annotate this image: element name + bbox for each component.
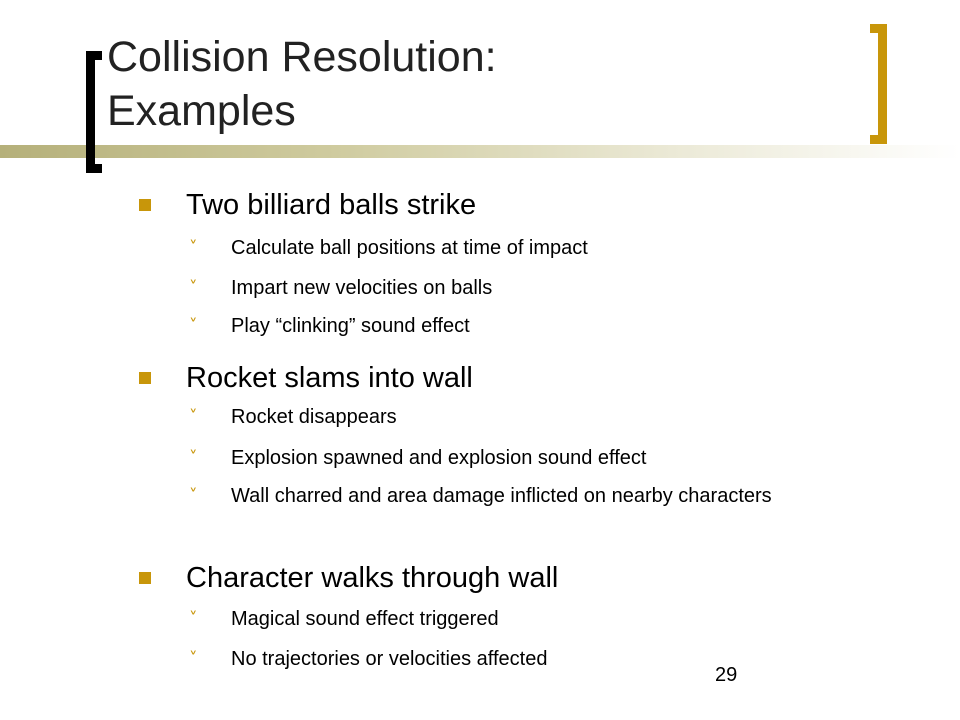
sub-bullet-text: Explosion spawned and explosion sound effect <box>231 447 647 469</box>
sub-bullet-text: Rocket disappears <box>231 406 397 428</box>
chevron-bullet-icon: ˅ <box>189 278 198 298</box>
sub-bullet <box>189 484 831 509</box>
chevron-bullet-icon: ˅ <box>189 609 198 629</box>
sub-bullet-text: Play “clinking” sound effect <box>231 315 470 337</box>
slide-title-line-1: Collision Resolution: <box>107 33 497 81</box>
sub-bullet <box>189 276 831 301</box>
bullet-text: Character walks through wall <box>186 562 559 594</box>
square-bullet-icon <box>139 372 151 384</box>
sub-bullet <box>189 607 831 632</box>
chevron-bullet-icon: ˅ <box>189 448 198 468</box>
sub-bullet-text: Magical sound effect triggered <box>231 608 499 630</box>
sub-bullet-text: Calculate ball positions at time of impact <box>231 237 588 259</box>
sub-bullet <box>189 405 831 430</box>
square-bullet-icon <box>139 199 151 211</box>
sub-bullet <box>189 236 831 261</box>
bullet-section-1-heading <box>186 188 476 222</box>
bullet-text: Two billiard balls strike <box>186 189 477 221</box>
chevron-bullet-icon: ˅ <box>189 238 198 258</box>
sub-bullet-text: No trajectories or velocities affected <box>231 648 548 670</box>
page-number: 29 <box>715 664 738 686</box>
chevron-bullet-icon: ˅ <box>189 649 198 669</box>
chevron-bullet-icon: ˅ <box>189 486 198 506</box>
bullet-section-2-heading <box>186 361 473 395</box>
sub-bullet-text: Wall charred and area damage inflicted on nearby characters <box>231 485 772 507</box>
square-bullet-icon <box>139 572 151 584</box>
chevron-bullet-icon: ˅ <box>189 316 198 336</box>
bullet-text: Rocket slams into wall <box>186 362 473 394</box>
slide-title-line-2: Examples <box>107 87 296 135</box>
sub-bullet <box>189 446 831 471</box>
chevron-bullet-icon: ˅ <box>189 407 198 427</box>
sub-bullet <box>189 314 831 339</box>
bullet-section-3-heading <box>186 561 558 595</box>
sub-bullet <box>189 647 831 672</box>
sub-bullet-text: Impart new velocities on balls <box>231 277 493 299</box>
